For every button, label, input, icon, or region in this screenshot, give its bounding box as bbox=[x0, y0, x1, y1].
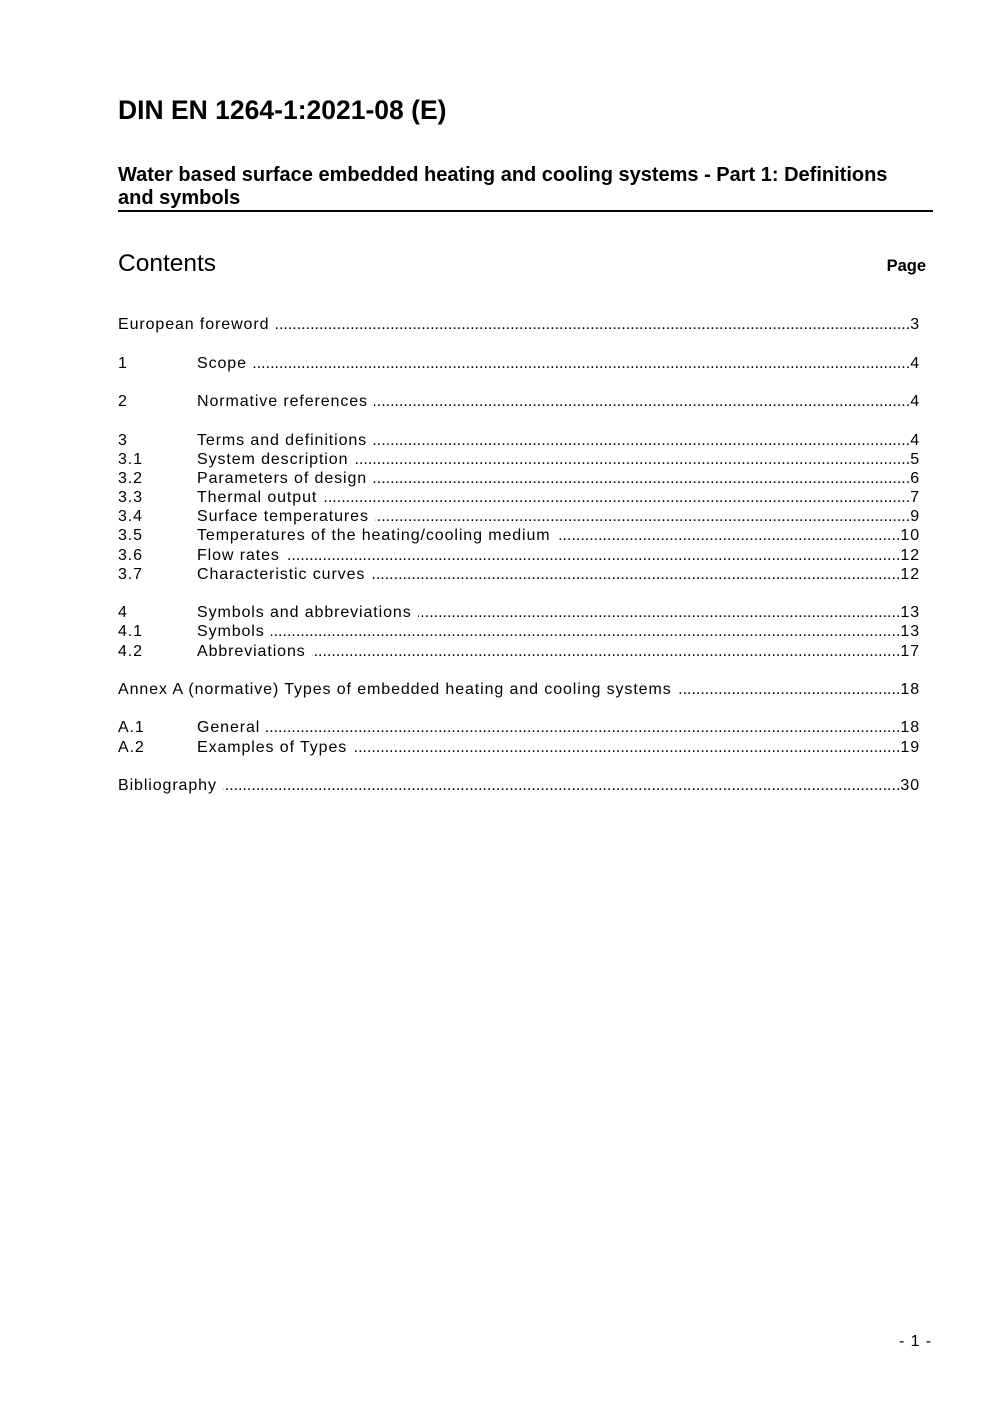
toc-group bbox=[118, 354, 920, 373]
toc-entry-title: System description bbox=[197, 450, 349, 468]
toc-leader bbox=[271, 622, 901, 641]
toc-entry-title: Normative references bbox=[197, 393, 368, 411]
toc-entry bbox=[118, 622, 920, 641]
page-column-label: Page bbox=[886, 257, 926, 275]
toc-entry bbox=[118, 776, 920, 795]
toc-entry-number: 4.2 bbox=[118, 642, 143, 660]
toc-entry-page: 13 bbox=[900, 623, 920, 641]
toc-entry-title: Flow rates bbox=[197, 546, 280, 564]
toc-entry-title: Scope bbox=[197, 354, 247, 372]
toc-entry-page: 3 bbox=[910, 316, 920, 334]
toc-entry bbox=[118, 565, 920, 584]
toc-entry-number: 3.7 bbox=[118, 565, 143, 583]
toc-entry-page: 12 bbox=[900, 546, 920, 564]
toc-group bbox=[118, 776, 920, 795]
toc-entry-title: Examples of Types bbox=[197, 738, 348, 756]
toc-entry-page: 4 bbox=[910, 393, 920, 411]
toc-entry bbox=[118, 315, 920, 334]
toc-entry-title: European foreword bbox=[118, 316, 270, 334]
toc-entry-number: 3.4 bbox=[118, 508, 143, 526]
toc-entry-number: A.2 bbox=[118, 738, 145, 756]
toc-leader bbox=[373, 431, 910, 450]
toc-entry bbox=[118, 507, 920, 526]
toc-entry bbox=[118, 431, 920, 450]
toc-entry bbox=[118, 450, 920, 469]
toc-entry-number: A.1 bbox=[118, 719, 145, 737]
toc-entry-number: 3.1 bbox=[118, 450, 143, 468]
toc-leader bbox=[266, 718, 900, 737]
document-subtitle: Water based surface embedded heating and cooling systems - Part 1: Definitions and symbols bbox=[118, 164, 888, 209]
toc-leader bbox=[557, 526, 901, 545]
toc-leader bbox=[312, 642, 901, 661]
toc-leader bbox=[371, 565, 900, 584]
toc-leader bbox=[275, 315, 910, 334]
toc-entry-page: 5 bbox=[910, 450, 920, 468]
toc-entry-page: 10 bbox=[900, 527, 920, 545]
toc-entry-title: Bibliography bbox=[118, 776, 217, 794]
toc-entry-page: 9 bbox=[910, 508, 920, 526]
toc-entry bbox=[118, 526, 920, 545]
contents-heading: Contents bbox=[118, 250, 217, 277]
toc-entry bbox=[118, 603, 920, 622]
toc-entry bbox=[118, 738, 920, 757]
toc-entry-page: 18 bbox=[900, 719, 920, 737]
toc-entry bbox=[118, 469, 920, 488]
toc-entry-page: 6 bbox=[910, 469, 920, 487]
toc-entry-title: Abbreviations bbox=[197, 642, 306, 660]
toc-entry bbox=[118, 354, 920, 373]
toc-entry-title: Parameters of design bbox=[197, 469, 368, 487]
toc-entry-number: 3.3 bbox=[118, 489, 143, 507]
toc-entry-page: 17 bbox=[900, 642, 920, 660]
toc-entry-number: 3.5 bbox=[118, 527, 143, 545]
toc-entry-number: 4 bbox=[118, 604, 128, 622]
toc-entry-title: Symbols and abbreviations bbox=[197, 604, 412, 622]
toc-entry-page: 4 bbox=[910, 354, 920, 372]
toc-entry-page: 12 bbox=[900, 565, 920, 583]
toc-leader bbox=[418, 603, 901, 622]
toc-entry-number: 2 bbox=[118, 393, 128, 411]
toc-entry-number: 3 bbox=[118, 431, 128, 449]
toc-entry-page: 19 bbox=[900, 738, 920, 756]
toc-entry bbox=[118, 642, 920, 661]
toc-entry-title: Surface temperatures bbox=[197, 508, 369, 526]
toc-entry bbox=[118, 680, 920, 699]
toc-entry-title: Terms and definitions bbox=[197, 431, 368, 449]
toc-leader bbox=[286, 546, 901, 565]
toc-entry-number: 3.6 bbox=[118, 546, 143, 564]
toc-entry-title: Thermal output bbox=[197, 489, 318, 507]
toc-leader bbox=[354, 450, 910, 469]
toc-entry bbox=[118, 718, 920, 737]
toc-leader bbox=[373, 469, 910, 488]
toc-entry bbox=[118, 546, 920, 565]
title-rule bbox=[118, 210, 933, 212]
toc-entry-number: 1 bbox=[118, 354, 128, 372]
toc-entry-page: 7 bbox=[910, 489, 920, 507]
toc-entry-number: 3.2 bbox=[118, 469, 143, 487]
toc-leader bbox=[374, 392, 910, 411]
toc-leader bbox=[678, 680, 901, 699]
toc-entry-page: 18 bbox=[900, 680, 920, 698]
toc-leader bbox=[353, 738, 900, 757]
toc-entry bbox=[118, 392, 920, 411]
toc-entry-page: 4 bbox=[910, 431, 920, 449]
toc-entry-page: 30 bbox=[900, 776, 920, 794]
table-of-contents bbox=[118, 315, 920, 795]
document-title: DIN EN 1264-1:2021-08 (E) bbox=[118, 95, 447, 125]
toc-leader bbox=[323, 488, 910, 507]
toc-entry-title: General bbox=[197, 719, 261, 737]
toc-leader bbox=[375, 507, 910, 526]
toc-entry-number: 4.1 bbox=[118, 623, 143, 641]
toc-leader bbox=[223, 776, 901, 795]
toc-group bbox=[118, 718, 920, 756]
toc-leader bbox=[253, 354, 910, 373]
toc-entry-title: Temperatures of the heating/cooling medium bbox=[197, 527, 551, 545]
toc-group bbox=[118, 680, 920, 699]
toc-entry-title: Characteristic curves bbox=[197, 565, 366, 583]
toc-group bbox=[118, 392, 920, 411]
toc-entry-title: Annex A (normative) Types of embedded heating and cooling systems bbox=[118, 680, 672, 698]
toc-group bbox=[118, 431, 920, 585]
toc-group bbox=[118, 603, 920, 661]
toc-group bbox=[118, 315, 920, 334]
toc-entry bbox=[118, 488, 920, 507]
toc-entry-title: Symbols bbox=[197, 623, 265, 641]
toc-entry-page: 13 bbox=[900, 604, 920, 622]
footer-page-number: - 1 - bbox=[899, 1333, 932, 1350]
